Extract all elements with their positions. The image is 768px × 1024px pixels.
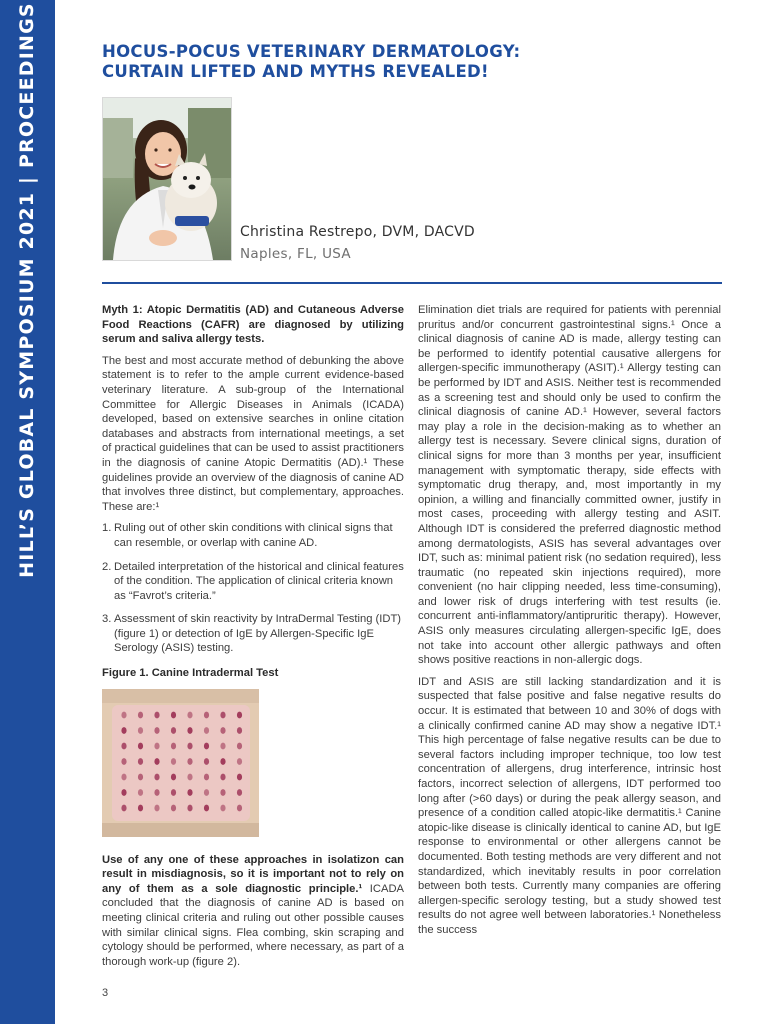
injection-site-mark [154,789,159,796]
injection-site-mark [220,758,225,765]
injection-site-mark [237,711,242,718]
injection-site-mark [121,789,126,796]
injection-site-mark [187,742,192,749]
injection-site-mark [187,773,192,780]
injection-site-mark [154,804,159,811]
injection-site-mark [121,804,126,811]
injection-site-mark [220,773,225,780]
injection-site-mark [237,804,242,811]
injection-site-mark [187,727,192,734]
injection-site-mark [171,711,176,718]
injection-site-mark [204,804,209,811]
list-item [102,560,404,604]
injection-site-mark [171,789,176,796]
injection-site-mark [220,789,225,796]
myth-heading: Myth 1: Atopic Dermatitis (AD) and Cutaneous Adverse Food Reactions (CAFR) are diagnosed by utilizing serum and saliva allergy tests. [102,304,404,346]
author-location: Naples, FL, USA [240,246,351,262]
injection-site-mark [187,758,192,765]
injection-site-mark [121,711,126,718]
closing-bold-text: Use of any one of these approaches in isolatizon can result in misdiagnosis, so it is important not to rely on any of them as a sole diagnostic principle.¹ [102,853,404,895]
figure-caption: Figure 1. Canine Intradermal Test [102,667,279,680]
injection-site-mark [237,758,242,765]
list-text: Detailed interpretation of the historical and clinical features of the condition. The application of clinical criteria known as “Favrot’s criteria.” [114,560,404,602]
list-text: Ruling out of other skin conditions with clinical signs that can resemble, or overlap with canine AD. [114,522,393,549]
injection-site-mark [237,789,242,796]
injection-site-mark [171,727,176,734]
title-line-2: CURTAIN LIFTED AND MYTHS REVEALED! [102,62,489,81]
author-photo [102,97,232,261]
injection-site-mark [204,773,209,780]
injection-site-mark [138,804,143,811]
injection-site-mark [138,773,143,780]
list-number: 3. [102,613,112,626]
injection-site-mark [237,742,242,749]
closing-text: ICADA concluded that the diagnosis of canine AD is based on meeting clinical criteria and ruling out other possible causes with similar clinical signs. Flea combing, skin scraping and cytology should be performed, where necessary, as part of a thorough work-up (figure 2). [102,882,404,968]
injection-site-mark [154,773,159,780]
injection-site-mark [237,773,242,780]
right-column [418,303,721,945]
injection-site-mark [171,742,176,749]
paragraph: Elimination diet trials are required for patients with perennial pruritus and/or concurrent gastrointestinal signs.¹ Once a clinical diagnosis of canine AD is made, allergy testing can be performed to identify potential causative allergens for allergen-specific immunotherapy (ASIT).¹ Allergy testing can be performed by IDT and ASIS. Neither test is recommended as a screening test and should only be used to confirm the clinical diagnosis of canine AD.¹ However, several factors may play a role in the decision-making as to whether an allergy test is necessary. Severe clinical signs, duration of clinical signs for more than 3 months per year, insufficient management with symptomatic therapy, side effects with symptomatic drug therapy, and, most importantly in my opinion, a willing and financially committed owner, justify in most cases, proceeding with allergy testing and ASIT. Although IDT is considered the preferred diagnostic method among dermatologists, ASIS has several advantages over IDT, such as: minimal patient risk (no sedation required), less traumatic (no repeated skin injections required), more convenient (no hair clipping needed, less time-consuming), and lower risk of drugs interfering with test results (ie. concurrent anti-inflammatory/antipruritic therapy). However, ASIS only measures circulating allergen-specific IgE, does not take into account other allergic pathways and often shows positive reactions in non-allergic dogs. [418,304,721,667]
injection-site-mark [171,758,176,765]
closing-paragraph [102,853,404,970]
paragraph: IDT and ASIS are still lacking standardization and it is suspected that false positive and false negative results do occur. It is estimated that between 10 and 30% of dogs with a clinically confirmed canine AD may show a negative IDT.¹ This high percentage of false negative results can be due to several factors including improper technique, too low test concentration of allergens, drug interference, intrinsic host factors, incorrect selection of allergens, IDT performed too long after (>60 days) or during the peak allergy season, and presence of a condition called atopic-like dermatitis.¹ Canine atopic-like disease is clinically identical to canine AD, but IgE response to environmental or other allergens cannot be documented. Both testing methods are very different and not standardized, which inevitably results in poor correlation between both tests. Currently many companies are offering allergen-specific serology testing, but a study showed test results do not agree well between laboratories.¹ Nonetheless the success [418,675,721,936]
author-name: Christina Restrepo, DVM, DACVD [240,224,475,240]
injection-site-mark [220,711,225,718]
sidebar-symposium-title: HILL’S GLOBAL SYMPOSIUM 2021 | PROCEEDINGS [16,2,38,578]
injection-site-mark [154,711,159,718]
injection-site-mark [154,758,159,765]
sidebar-band [0,0,55,1024]
injection-site-mark [121,773,126,780]
injection-site-mark [187,789,192,796]
injection-site-mark [187,804,192,811]
injection-site-mark [171,804,176,811]
page-number: 3 [102,987,109,999]
injection-site-mark [154,727,159,734]
injection-site-mark [138,742,143,749]
paragraph: The best and most accurate method of debunking the above statement is to refer to the ample current evidence-based veterinary literature. A sub-group of the International Committee for Allergic Diseases in Animals (ICADA) developed, based on extensive searches in online citation databases and abstracts from international meetings, a set of practical guidelines that can be used to assist practitioners in the diagnosis of canine Atopic Dermatitis (AD).¹ These guidelines provide an overview of the diagnosis of canine AD that involves three distinct, but complementary, approaches. These are:¹ [102,354,404,513]
list-number: 2. [102,560,112,573]
injection-site-mark [204,727,209,734]
injection-site-mark [121,727,126,734]
title-line-1: HOCUS-POCUS VETERINARY DERMATOLOGY: [102,42,521,61]
injection-site-mark [121,758,126,765]
approaches-list [102,521,404,656]
injection-site-mark [204,758,209,765]
injection-site-mark [154,742,159,749]
injection-site-mark [171,773,176,780]
injection-site-mark [138,758,143,765]
list-item [102,612,404,656]
left-column [102,303,404,976]
injection-site-mark [204,742,209,749]
injection-site-mark [187,711,192,718]
injection-site-mark [138,789,143,796]
injection-site-mark [220,727,225,734]
article-title [102,42,712,82]
list-text: Assessment of skin reactivity by IntraDermal Testing (IDT) (figure 1) or detection of IgE by Allergen-Specific IgE Serology (ASIS) testing. [114,613,402,655]
injection-site-mark [237,727,242,734]
injection-site-mark [138,727,143,734]
list-item [102,521,404,550]
intradermal-test-image [102,689,259,837]
injection-site-mark [204,789,209,796]
injection-site-mark [121,742,126,749]
injection-site-mark [204,711,209,718]
list-number: 1. [102,522,112,535]
injection-site-mark [138,711,143,718]
header-divider [102,282,722,284]
injection-site-mark [220,742,225,749]
injection-site-mark [220,804,225,811]
